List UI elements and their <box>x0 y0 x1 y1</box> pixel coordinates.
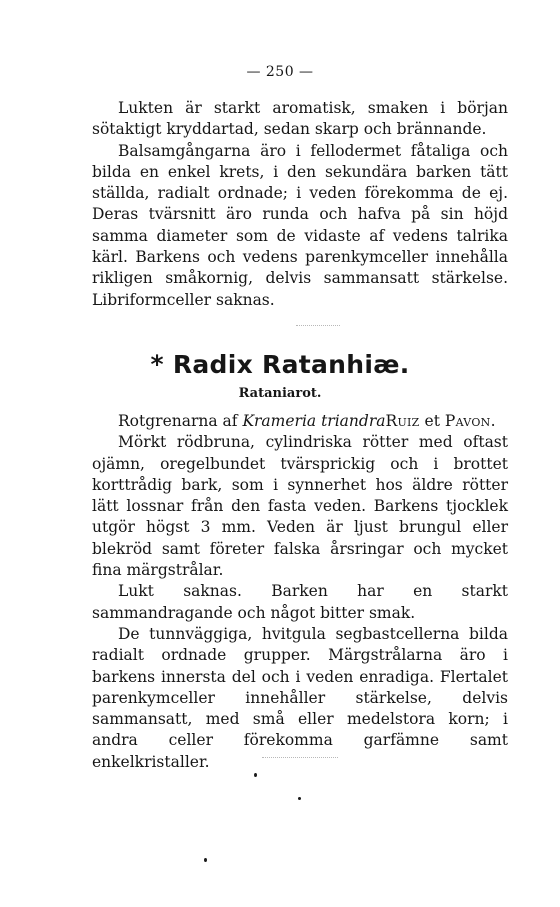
ink-speck <box>204 858 207 862</box>
paragraph-smell-taste: Lukten är starkt aromatisk, smaken i början sötaktigt kryddartad, sedan skarp och brännande. <box>92 99 508 139</box>
paragraph-balsam-ducts: Balsamgångarna äro i fellodermet fåtaliga och bilda en enkel krets, i den sekundära barken tätt ställda, radialt ordnade; i veden förekomma de ej. Deras tvärsnitt äro runda och hafva på sin höjd samma diameter som de vidaste af vedens talrika kärl. Barkens och vedens parenkymceller innehålla rikligen småkornig, delvis sammansatt stärkelse. Libriformceller saknas. <box>92 141 508 309</box>
page-number: — 250 — <box>246 64 314 80</box>
separator-rule <box>296 325 340 326</box>
section-aromatic-description <box>92 98 508 311</box>
paragraph-smell-taste: Lukt saknas. Barken har en starkt sammandragande och något bitter smak. <box>92 582 508 622</box>
ink-speck <box>254 773 257 777</box>
section-ratanhia-description <box>92 411 508 773</box>
origin-end: . <box>490 412 496 430</box>
ink-speck <box>298 797 301 800</box>
section-heading: * Radix Ratanhiæ. <box>150 350 410 379</box>
origin-text: Rotgrenarna af <box>118 412 243 430</box>
author-connector: et <box>419 412 445 430</box>
paragraph-cells: De tunnväggiga, hvitgula segbastcellerna bilda radialt ordnade grupper. Märgstrålarna äro i barkens innersta del och i veden enradiga. Flertalet parenkymceller innehåller stärkelse, delvis sammansatt, med små eller medelstora korn; i andra celler förekomma garfämne samt enkelkristaller. <box>92 624 508 771</box>
author-name: Pavon <box>444 412 491 430</box>
species-name: Krameria triandra <box>242 412 386 430</box>
separator-rule <box>262 757 338 758</box>
section-subheading: Rataniarot. <box>238 386 322 401</box>
paragraph-origin <box>92 411 508 432</box>
paragraph-roots: Mörkt rödbruna, cylindriska rötter med oftast ojämn, oregelbundet tvärsprickig och i brottet korttrådig bark, som i synnerhet hos äldre rötter lätt lossnar från den fasta veden. Barkens tjocklek utgör högst 3 mm. Veden är ljust brungul eller blekröd samt företer falska årsringar och mycket fina märgstrålar. <box>92 433 508 580</box>
author-name: Ruiz <box>385 412 420 430</box>
